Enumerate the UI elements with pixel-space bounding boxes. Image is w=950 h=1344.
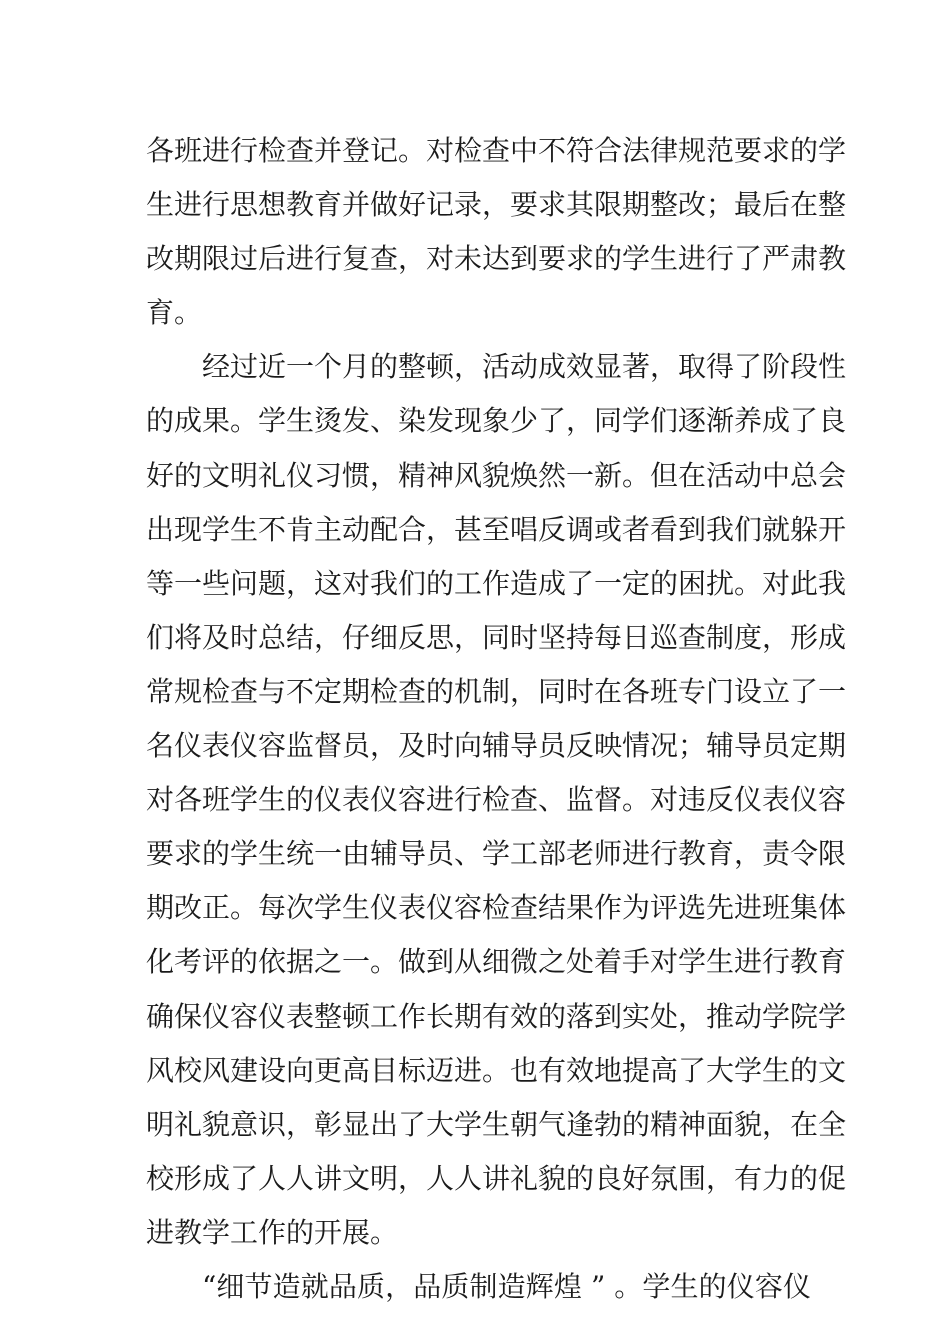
text-line: 出现学生不肯主动配合，甚至唱反调或者看到我们就躲开 bbox=[146, 512, 847, 546]
text-line: 们将及时总结，仔细反思，同时坚持每日巡查制度，形成 bbox=[146, 620, 847, 654]
text-line: 常规检查与不定期检查的机制，同时在各班专门设立了一 bbox=[146, 674, 847, 708]
text-line: 化考评的依据之一。做到从细微之处着手对学生进行教育 bbox=[146, 945, 847, 979]
text-line: 生进行思想教育并做好记录，要求其限期整改；最后在整 bbox=[146, 188, 847, 222]
text-line: 育。 bbox=[146, 296, 203, 330]
text-line: “细节造就品质，品质制造辉煌 ” 。学生的仪容仪 bbox=[202, 1269, 811, 1303]
text-line: 等一些问题，这对我们的工作造成了一定的困扰。对此我 bbox=[146, 566, 847, 600]
body-text bbox=[146, 124, 847, 1314]
text-line: 要求的学生统一由辅导员、学工部老师进行教育，责令限 bbox=[146, 837, 847, 871]
text-line: 好的文明礼仪习惯，精神风貌焕然一新。但在活动中总会 bbox=[146, 458, 847, 492]
text-line: 风校风建设向更高目标迈进。也有效地提高了大学生的文 bbox=[146, 1053, 847, 1087]
text-line: 各班进行检查并登记。对检查中不符合法律规范要求的学 bbox=[146, 134, 847, 167]
text-line: 明礼貌意识，彰显出了大学生朝气逢勃的精神面貌，在全 bbox=[146, 1107, 847, 1141]
text-line: 经过近一个月的整顿，活动成效显著，取得了阶段性 bbox=[202, 350, 847, 384]
text-line: 进教学工作的开展。 bbox=[146, 1215, 399, 1249]
text-line: 期改正。每次学生仪表仪容检查结果作为评选先进班集体 bbox=[146, 891, 847, 925]
text-line: 改期限过后进行复查，对未达到要求的学生进行了严肃教 bbox=[146, 242, 847, 276]
text-line: 名仪表仪容监督员，及时向辅导员反映情况；辅导员定期 bbox=[146, 729, 847, 763]
text-line: 的成果。学生烫发、染发现象少了，同学们逐渐养成了良 bbox=[146, 404, 847, 438]
text-line: 校形成了人人讲文明，人人讲礼貌的良好氛围，有力的促 bbox=[146, 1161, 847, 1195]
text-line: 确保仪容仪表整顿工作长期有效的落到实处，推动学院学 bbox=[146, 999, 847, 1033]
text-line: 对各班学生的仪表仪容进行检查、监督。对违反仪表仪容 bbox=[146, 783, 847, 817]
